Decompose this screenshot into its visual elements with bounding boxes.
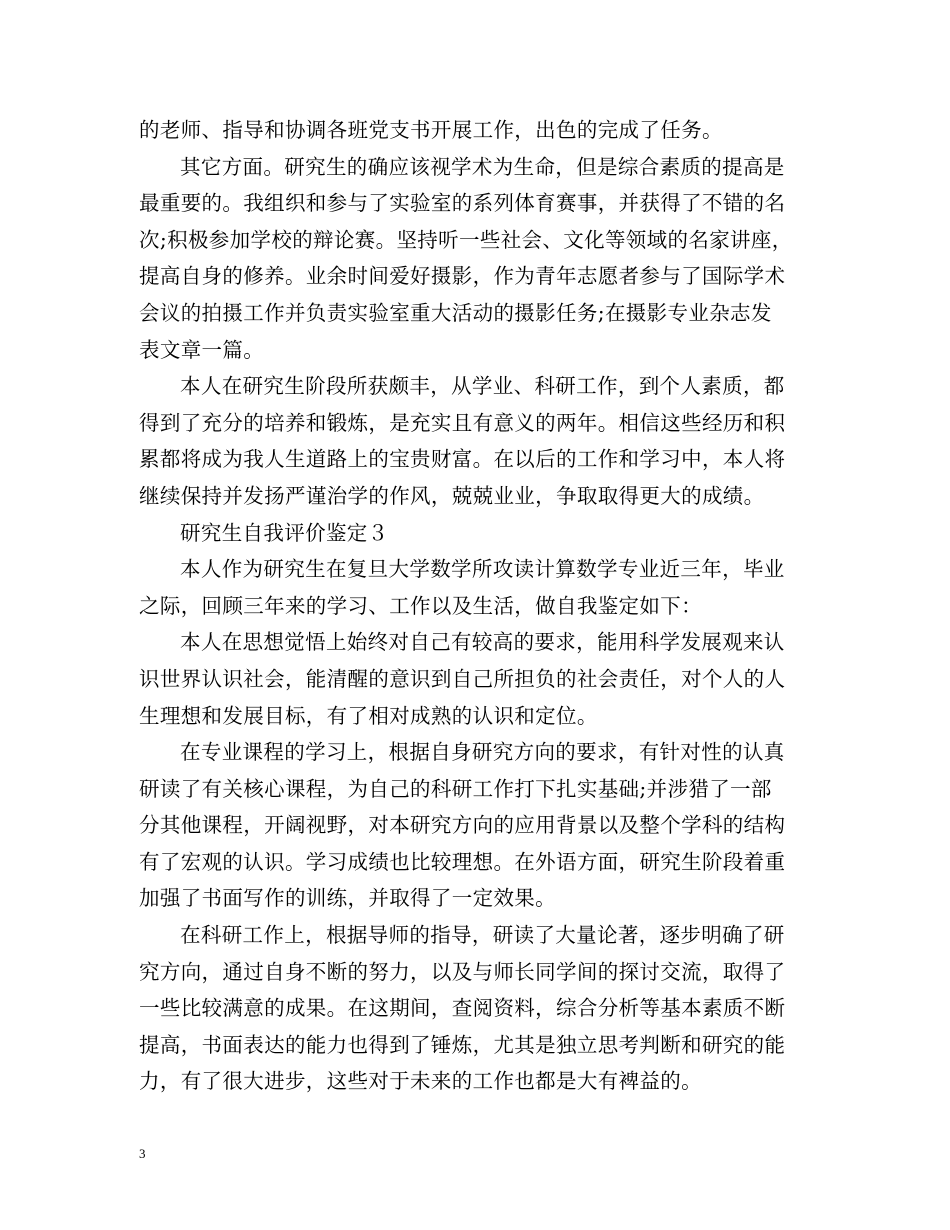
- text-line: 之际，回顾三年来的学习、工作以及生活，做自我鉴定如下：: [139, 593, 702, 618]
- text-line: 一些比较满意的成果。在这期间，查阅资料，综合分析等基本素质不断: [139, 996, 786, 1021]
- text-line: 继续保持并发扬严谨治学的作风，兢兢业业，争取取得更大的成绩。: [139, 483, 765, 508]
- text-line: 次;积极参加学校的辩论赛。坚持听一些社会、文化等领域的名家讲座，: [139, 227, 793, 252]
- text-line: 究方向，通过自身不断的努力，以及与师长同学间的探讨交流，取得了: [139, 959, 786, 984]
- text-line: 提高，书面表达的能力也得到了锤炼，尤其是独立思考判断和研究的能: [139, 1032, 786, 1057]
- text-line: 的老师、指导和协调各班党支书开展工作，出色的完成了任务。: [139, 118, 723, 142]
- text-line: 加强了书面写作的训练，并取得了一定效果。: [139, 886, 556, 911]
- text-line: 有了宏观的认识。学习成绩也比较理想。在外语方面，研究生阶段着重: [139, 849, 786, 874]
- text-line: 在专业课程的学习上，根据自身研究方向的要求，有针对性的认真: [180, 740, 785, 765]
- page-number: 3: [139, 1146, 146, 1161]
- text-line: 累都将成为我人生道路上的宝贵财富。在以后的工作和学习中，本人将: [139, 447, 786, 472]
- text-line: 生理想和发展目标，有了相对成熟的认识和定位。: [139, 703, 598, 728]
- text-line: 本人在思想觉悟上始终对自己有较高的要求，能用科学发展观来认: [180, 630, 785, 655]
- text-line: 最重要的。我组织和参与了实验室的系列体育赛事，并获得了不错的名: [139, 191, 786, 216]
- text-line: 其它方面。研究生的确应该视学术为生命，但是综合素质的提高是: [180, 154, 785, 179]
- text-line: 提高自身的修养。业余时间爱好摄影，作为青年志愿者参与了国际学术: [139, 264, 786, 289]
- text-line: 识世界认识社会，能清醒的意识到自己所担负的社会责任，对个人的人: [139, 666, 786, 691]
- text-line: 研读了有关核心课程，为自己的科研工作打下扎实基础;并涉猎了一部: [139, 776, 772, 801]
- text-line: 研究生自我评价鉴定３: [180, 520, 389, 545]
- text-line: 表文章一篇。: [139, 337, 265, 362]
- text-line: 分其他课程，开阔视野，对本研究方向的应用背景以及整个学科的结构: [139, 813, 786, 838]
- body-text: [139, 112, 815, 1100]
- text-line: 得到了充分的培养和锻炼，是充实且有意义的两年。相信这些经历和积: [139, 410, 786, 435]
- text-line: 在科研工作上，根据导师的指导，研读了大量论著，逐步明确了研: [180, 923, 785, 948]
- text-line: 力，有了很大进步，这些对于未来的工作也都是大有裨益的。: [139, 1069, 702, 1094]
- text-line: 会议的拍摄工作并负责实验室重大活动的摄影任务;在摄影专业杂志发: [139, 300, 772, 325]
- text-line: 本人在研究生阶段所获颇丰，从学业、科研工作，到个人素质，都: [180, 374, 785, 399]
- text-line: 本人作为研究生在复旦大学数学所攻读计算数学专业近三年，毕业: [180, 557, 785, 582]
